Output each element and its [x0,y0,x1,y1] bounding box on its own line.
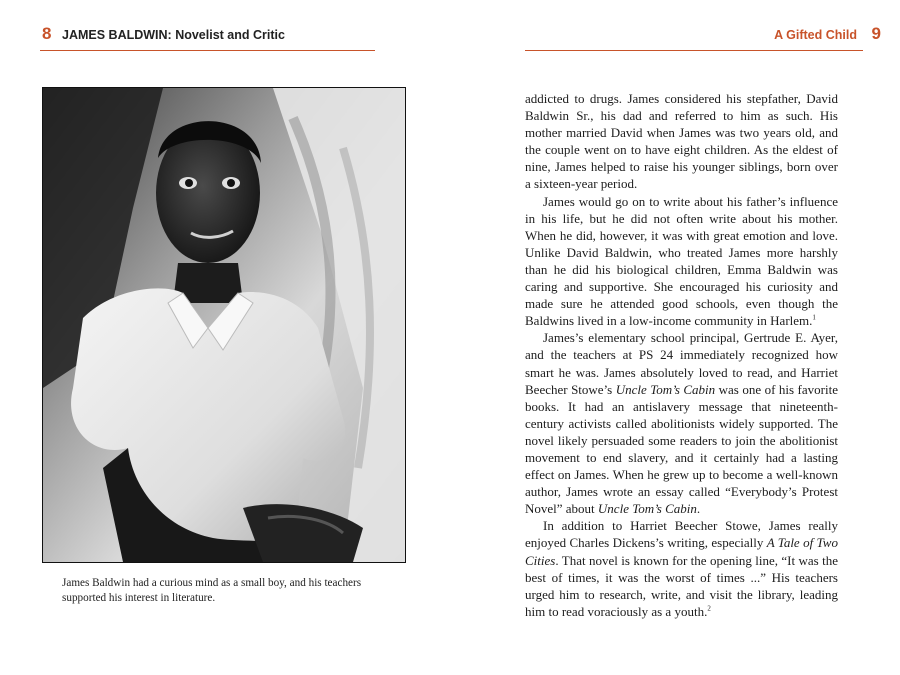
body-text [525,90,838,620]
book-title-tale-of-two-cities: A Tale of Two Cities [525,535,838,568]
header-rule [525,50,863,51]
book-title-header: JAMES BALDWIN: Novelist and Critic [62,28,285,42]
right-page [450,0,900,675]
photo-caption: James Baldwin had a curious mind as a small boy, and his teachers supported his interest in literature. [62,577,362,604]
right-running-header [525,24,881,48]
paragraph-2-text: James would go on to write about his father’s influence in his life, but he did not often write about his mother. When he did, however, it was with great emotion and love. Unlike David Baldwin, who treated James more harshly than he did his biological children, Emma Baldwin was caring and supportive. She encouraged his curiosity and made sure he attended good schools, even though the Baldwins lived in a low-income community in Harlem. [525,193,838,329]
paragraph-4-text-a: In addition to Harriet Beecher Stowe, James really enjoyed Charles Dickens’s writing, especially [525,518,838,551]
chapter-title-header: A Gifted Child [774,28,857,42]
book-title-uncle-toms-cabin-2: Uncle Tom’s Cabin [597,501,697,517]
header-rule [40,50,375,51]
paragraph-1: addicted to drugs. James considered his stepfather, David Baldwin Sr., his dad and referred to him as such. His mother married David when James was two years old, and the couple went on to have eight children. As the eldest of nine, James helped to raise his younger siblings, born over a sixteen-year period. [525,91,838,192]
paragraph-3-text-c: . [696,501,701,517]
portrait-photo [42,87,406,563]
book-title-uncle-toms-cabin: Uncle Tom’s Cabin [615,381,716,397]
page-number-left: 8 [42,24,52,43]
paragraph-4 [525,517,838,620]
page-number-right: 9 [871,24,881,43]
paragraph-3-text-b: was one of his favorite books. It had an antislavery message that nineteenth-century activists called abolitionists widely supported. The novel likely persuaded some readers to join the abolitionist movement to end slavery, and it certainly had a lasting effect on James. When he grew up to become a well-known author, James wrote an essay called “Everybody’s Protest Novel” about [525,381,838,517]
left-running-header [40,24,375,48]
footnote-ref-2[interactable]: 2 [707,604,711,613]
footnote-ref-1[interactable]: 1 [812,313,816,322]
paragraph-3-text-a: James’s elementary school principal, Gertrude E. Ayer, and the teachers at PS 24 immediately recognized how smart he was. James absolutely loved to read, and Harriet Beecher Stowe’s [525,330,838,397]
paragraph-2 [525,193,838,330]
paragraph-4-text-b: . That novel is known for the opening line, “It was the best of times, it was the worst of times ...” His teachers urged him to research, write, and visit the library, leading him to read voraciously as a youth. [525,552,838,619]
paragraph-3 [525,329,838,517]
